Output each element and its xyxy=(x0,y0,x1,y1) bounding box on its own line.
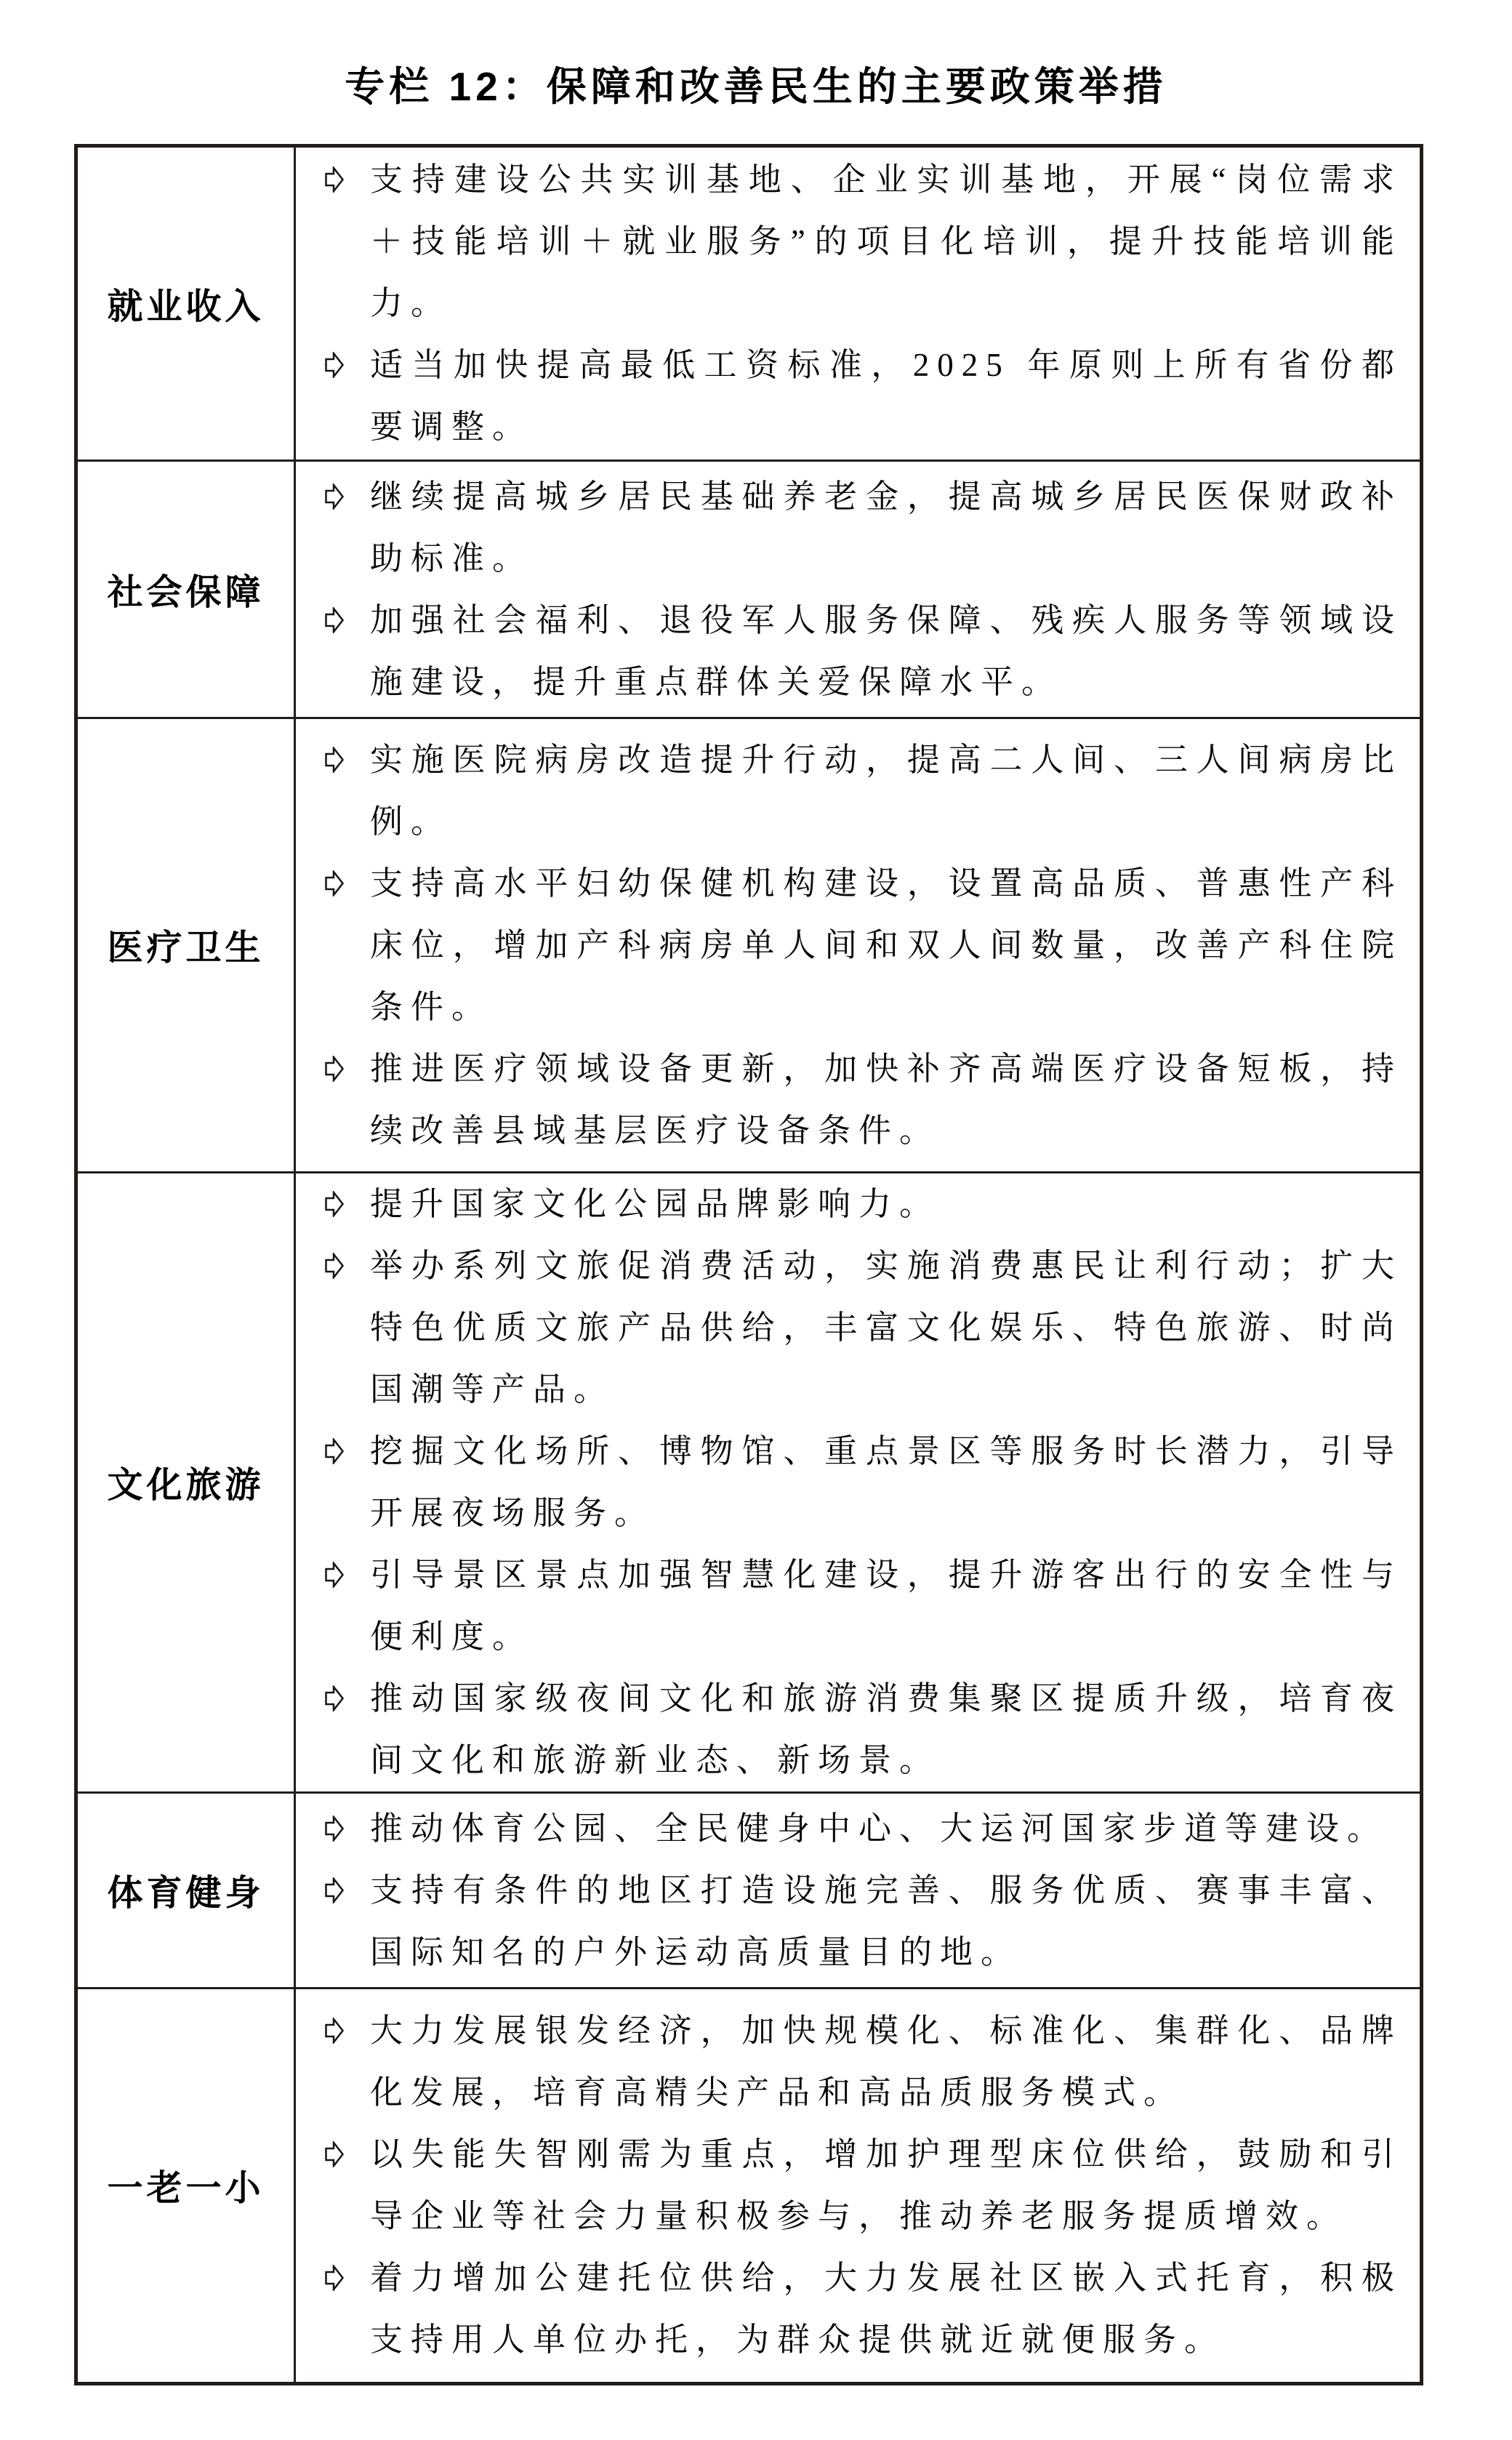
policy-item xyxy=(296,2247,1402,2371)
policy-item-text: 大力发展银发经济，加快规模化、标准化、集群化、品牌化发展，培育高精尖产品和高品质服务模式。 xyxy=(370,2012,1402,2111)
policy-item-text: 提升国家文化公园品牌影响力。 xyxy=(370,1186,941,1222)
policy-item xyxy=(296,1173,1402,1235)
table-row xyxy=(78,148,1420,462)
policy-item-text: 推动体育公园、全民健身中心、大运河国家步道等建设。 xyxy=(370,1810,1388,1847)
row-category-label: 一老一小 xyxy=(78,1989,296,2382)
policy-item-text: 举办系列文旅促消费活动，实施消费惠民让利行动；扩大特色优质文旅产品供给，丰富文化娱乐、特色旅游、时尚国潮等产品。 xyxy=(370,1248,1402,1408)
policy-item xyxy=(296,1235,1402,1421)
arrow-bullet-icon xyxy=(325,1877,344,1903)
table-row xyxy=(78,1989,1420,2382)
row-content-cell xyxy=(296,1989,1420,2382)
policy-item-text: 挖掘文化场所、博物馆、重点景区等服务时长潜力，引导开展夜场服务。 xyxy=(370,1433,1402,1531)
arrow-bullet-icon xyxy=(325,1253,344,1279)
row-category-label: 医疗卫生 xyxy=(78,719,296,1171)
arrow-bullet-icon xyxy=(325,1056,344,1082)
arrow-bullet-icon xyxy=(325,2018,344,2044)
policy-item xyxy=(296,1421,1402,1544)
policy-item xyxy=(296,1038,1402,1162)
arrow-bullet-icon xyxy=(325,1438,344,1464)
policy-item-text: 实施医院病房改造提升行动，提高二人间、三人间病房比例。 xyxy=(370,741,1402,840)
policy-item-text: 适当加快提高最低工资标准，2025 年原则上所有省份都要调整。 xyxy=(370,347,1402,445)
arrow-bullet-icon xyxy=(325,2141,344,2167)
page-title: 专栏 12：保障和改善民生的主要政策举措 xyxy=(345,64,1167,109)
policy-item xyxy=(296,2124,1402,2247)
row-category-label: 文化旅游 xyxy=(78,1173,296,1791)
policy-item-text: 支持建设公共实训基地、企业实训基地，开展“岗位需求＋技能培训＋就业服务”的项目化培训，提升技能培训能力。 xyxy=(370,161,1402,321)
table-row xyxy=(78,1794,1420,1989)
policy-table xyxy=(74,144,1423,2385)
policy-item xyxy=(296,1860,1402,1983)
policy-item xyxy=(296,149,1402,334)
policy-item xyxy=(296,1798,1402,1860)
table-row xyxy=(78,462,1420,719)
policy-item-text: 以失能失智刚需为重点，增加护理型床位供给，鼓励和引导企业等社会力量积极参与，推动养老服务提质增效。 xyxy=(370,2136,1402,2234)
row-content-cell xyxy=(296,1173,1420,1791)
policy-item-text: 支持有条件的地区打造设施完善、服务优质、赛事丰富、国际知名的户外运动高质量目的地。 xyxy=(370,1871,1402,1970)
table-row xyxy=(78,719,1420,1173)
policy-item xyxy=(296,334,1402,458)
arrow-bullet-icon xyxy=(325,870,344,896)
policy-item xyxy=(296,1668,1402,1791)
policy-item xyxy=(296,590,1402,713)
row-content-cell xyxy=(296,462,1420,717)
arrow-bullet-icon xyxy=(325,2265,344,2291)
policy-item xyxy=(296,466,1402,590)
row-category-label: 就业收入 xyxy=(78,148,296,459)
arrow-bullet-icon xyxy=(325,607,344,633)
row-category-label: 社会保障 xyxy=(78,462,296,717)
row-content-cell xyxy=(296,1794,1420,1987)
row-content-cell xyxy=(296,719,1420,1171)
row-category-label: 体育健身 xyxy=(78,1794,296,1987)
policy-item-text: 加强社会福利、退役军人服务保障、残疾人服务等领域设施建设，提升重点群体关爱保障水平。 xyxy=(370,601,1402,700)
policy-item-text: 继续提高城乡居民基础养老金，提高城乡居民医保财政补助标准。 xyxy=(370,478,1402,577)
arrow-bullet-icon xyxy=(325,1685,344,1711)
policy-item-text: 推进医疗领域设备更新，加快补齐高端医疗设备短板，持续改善县域基层医疗设备条件。 xyxy=(370,1050,1402,1149)
policy-item-text: 支持高水平妇幼保健机构建设，设置高品质、普惠性产科床位，增加产科病房单人间和双人间数量，改善产科住院条件。 xyxy=(370,864,1402,1025)
arrow-bullet-icon xyxy=(325,1562,344,1588)
policy-item xyxy=(296,2000,1402,2124)
policy-item xyxy=(296,853,1402,1038)
policy-item xyxy=(296,1544,1402,1668)
policy-item-text: 推动国家级夜间文化和旅游消费集聚区提质升级，培育夜间文化和旅游新业态、新场景。 xyxy=(370,1680,1402,1778)
arrow-bullet-icon xyxy=(325,1191,344,1217)
row-content-cell xyxy=(296,148,1420,459)
arrow-bullet-icon xyxy=(325,747,344,773)
policy-item xyxy=(296,729,1402,853)
arrow-bullet-icon xyxy=(325,352,344,378)
arrow-bullet-icon xyxy=(325,166,344,193)
table-row xyxy=(78,1173,1420,1794)
policy-item-text: 着力增加公建托位供给，大力发展社区嵌入式托育，积极支持用人单位办托，为群众提供就近就便服务。 xyxy=(370,2260,1402,2358)
arrow-bullet-icon xyxy=(325,1815,344,1842)
policy-item-text: 引导景区景点加强智慧化建设，提升游客出行的安全性与便利度。 xyxy=(370,1557,1402,1655)
arrow-bullet-icon xyxy=(325,483,344,510)
